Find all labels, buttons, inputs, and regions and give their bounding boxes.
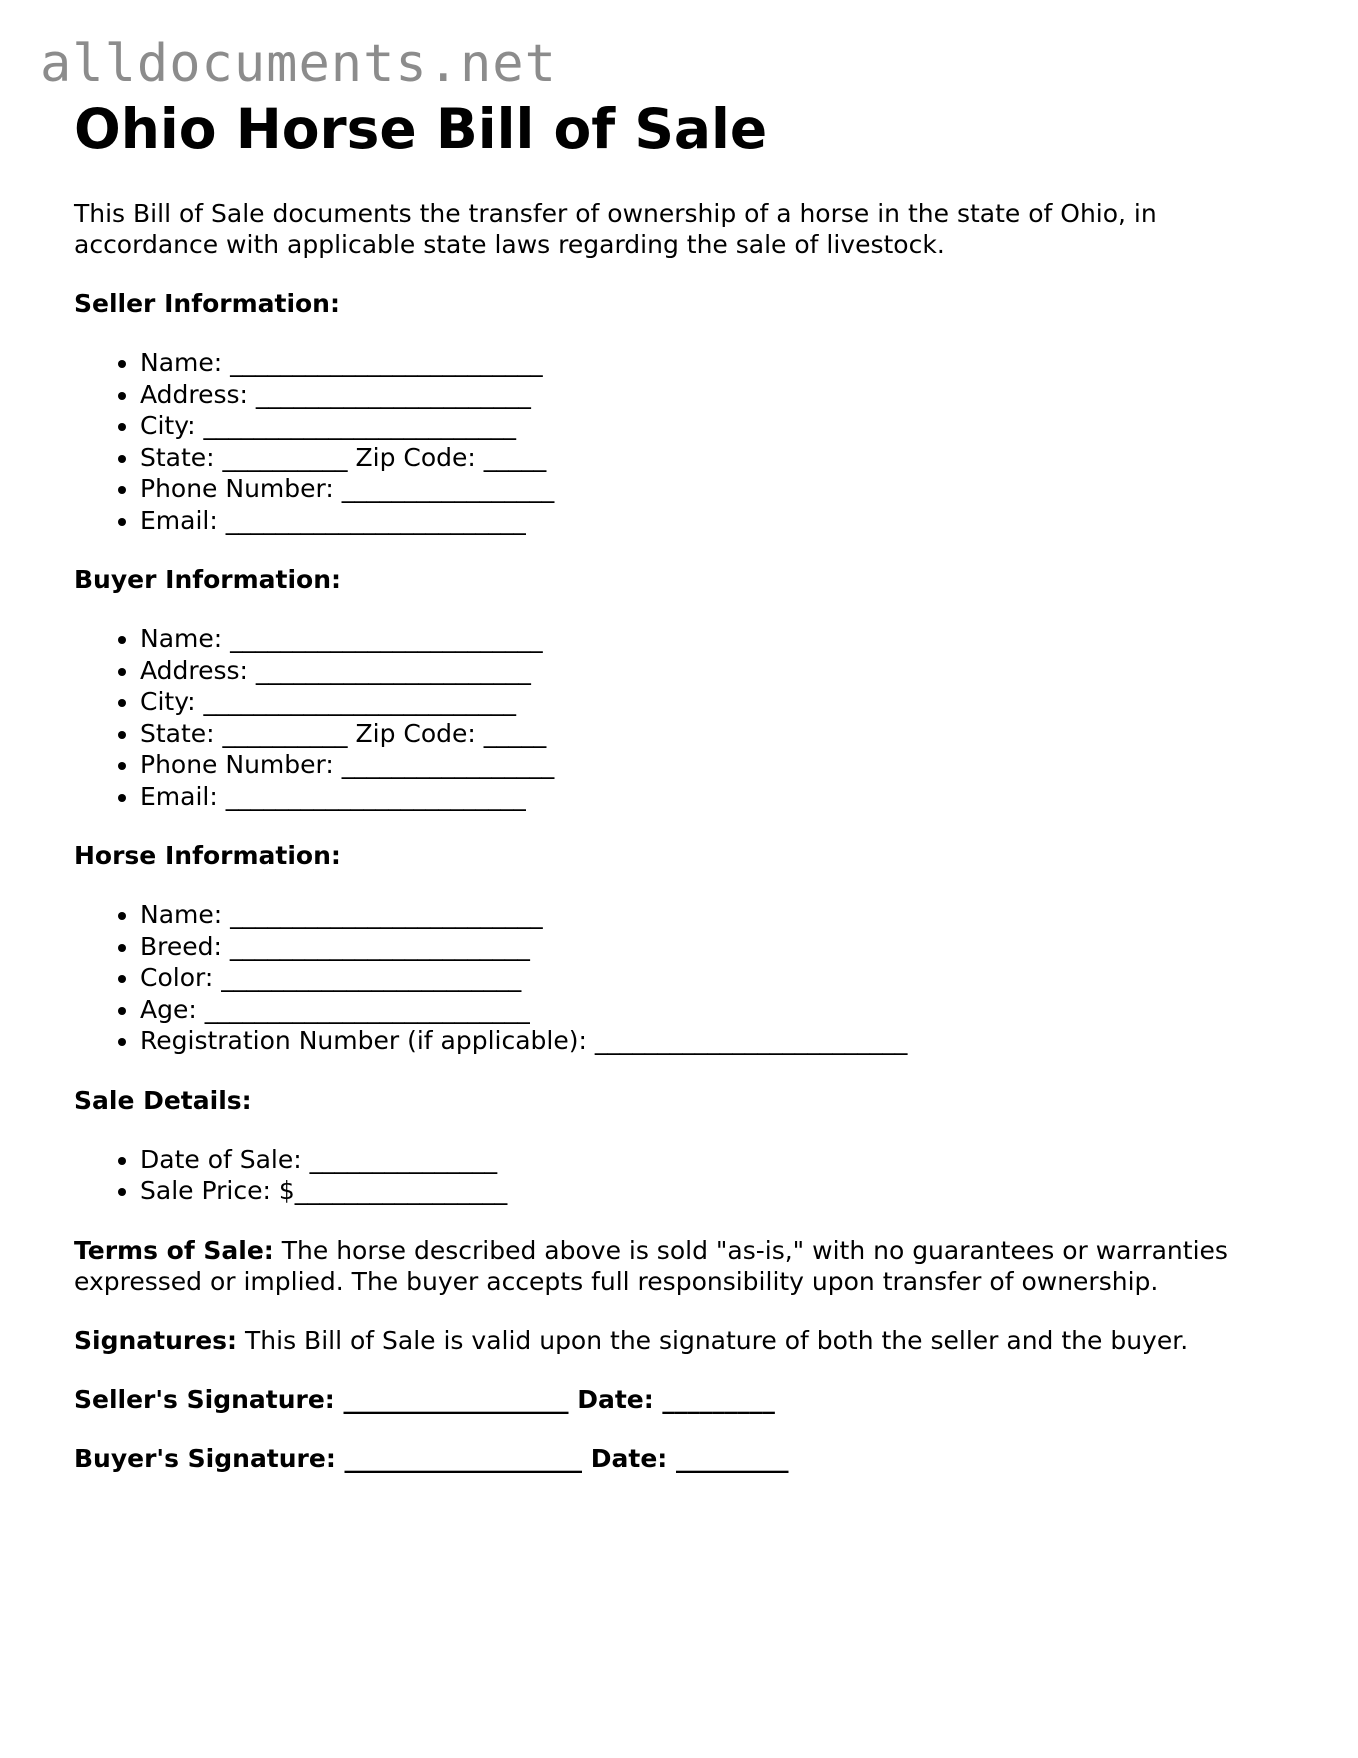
seller-address-field[interactable]: • Address: ______________________ [140, 379, 1294, 411]
sale-field-list [74, 1144, 1294, 1207]
horse-field-list [74, 899, 1294, 1057]
seller-field-list [74, 347, 1294, 536]
buyer-phone-field[interactable]: • Phone Number: _________________ [140, 749, 1294, 781]
signatures-paragraph [74, 1325, 1294, 1356]
seller-city-field[interactable]: • City: _________________________ [140, 410, 1294, 442]
signatures-text: This Bill of Sale is valid upon the signature of both the seller and the buyer. [237, 1325, 1189, 1355]
page-title: Ohio Horse Bill of Sale [74, 97, 768, 161]
buyer-section-heading: Buyer Information: [74, 565, 342, 594]
horse-section-heading: Horse Information: [74, 841, 341, 870]
seller-state-zip-field[interactable]: • State: __________ Zip Code: _____ [140, 442, 1294, 474]
seller-email-field[interactable]: • Email: ________________________ [140, 505, 1294, 537]
sale-price-field[interactable]: • Sale Price: $_________________ [140, 1175, 1294, 1207]
sale-date-field[interactable]: • Date of Sale: _______________ [140, 1144, 1294, 1176]
sale-section-heading: Sale Details: [74, 1085, 252, 1115]
signatures-label: Signatures: [74, 1325, 238, 1355]
buyer-name-field[interactable]: • Name: _________________________ [140, 623, 1294, 655]
buyer-signature-line[interactable]: Buyer's Signature: ___________________ Date: _________ [74, 1443, 789, 1473]
buyer-field-list [74, 623, 1294, 812]
buyer-city-field[interactable]: • City: _________________________ [140, 686, 1294, 718]
horse-breed-field[interactable]: • Breed: ________________________ [140, 931, 1294, 963]
watermark: alldocuments.net [40, 34, 557, 94]
buyer-state-zip-field[interactable]: • State: __________ Zip Code: _____ [140, 718, 1294, 750]
buyer-address-field[interactable]: • Address: ______________________ [140, 655, 1294, 687]
seller-name-field[interactable]: • Name: _________________________ [140, 347, 1294, 379]
seller-signature-line[interactable]: Seller's Signature: __________________ Date: _________ [74, 1384, 775, 1414]
horse-color-field[interactable]: • Color: ________________________ [140, 962, 1294, 994]
terms-text: The horse described above is sold "as-is," with no guarantees or warranties expressed or implied. The buyer accepts full responsibility upon transfer of ownership. [74, 1235, 1228, 1296]
buyer-email-field[interactable]: • Email: ________________________ [140, 781, 1294, 813]
intro-paragraph: This Bill of Sale documents the transfer of ownership of a horse in the state of Ohio, in accordance with applicable state laws regarding the sale of livestock. [74, 199, 1157, 259]
horse-registration-field[interactable]: • Registration Number (if applicable): _________________________ [140, 1025, 1294, 1057]
horse-age-field[interactable]: • Age: __________________________ [140, 994, 1294, 1026]
seller-section-heading: Seller Information: [74, 289, 340, 318]
horse-name-field[interactable]: • Name: _________________________ [140, 899, 1294, 931]
terms-paragraph [74, 1235, 1294, 1297]
terms-label: Terms of Sale: [74, 1235, 274, 1265]
seller-phone-field[interactable]: • Phone Number: _________________ [140, 473, 1294, 505]
document-body [74, 96, 1294, 1502]
